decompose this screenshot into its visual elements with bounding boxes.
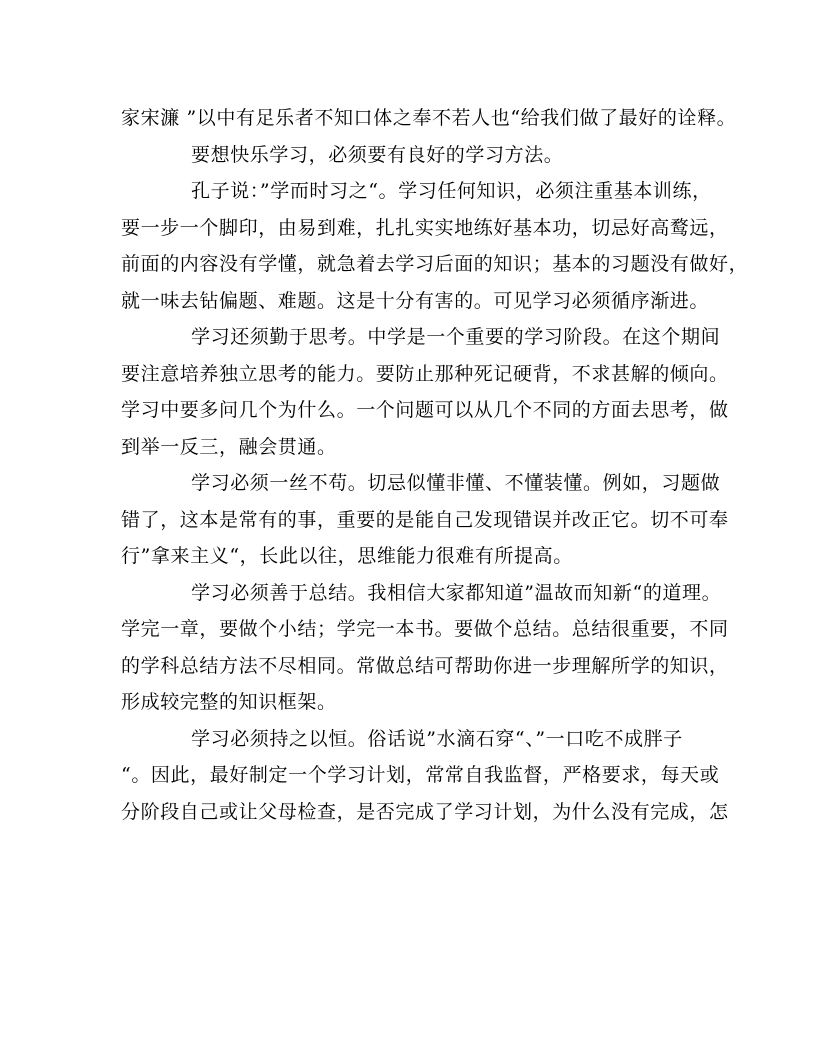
text-line: 学习必须一丝不苟。切忌似懂非懂、不懂装懂。例如，习题做 — [191, 472, 721, 494]
text-line: 形成较完整的知识框架。 — [121, 691, 337, 713]
text-line: 的学科总结方法不尽相同。常做总结可帮助你进一步理解所学的知识， — [121, 654, 729, 677]
paragraph-3 — [121, 173, 749, 319]
text-line: 家宋濂 ”以中有足乐者不知口体之奉不若人也“给我们做了最好的诠释。 — [121, 107, 737, 129]
text-line: 学完一章，要做个小结；学完一本书。要做个总结。总结很重要，不同 — [121, 618, 729, 640]
text-line: 要想快乐学习，必须要有良好的学习方法。 — [191, 143, 564, 166]
text-line: 就一味去钻偏题、难题。这是十分有害的。可见学习必须循序渐进。 — [121, 289, 710, 312]
paragraph-6 — [121, 575, 729, 721]
text-line: “。因此，最好制定一个学习计划，常常自我监督，严格要求，每天或 — [121, 764, 720, 786]
paragraph-1 — [121, 100, 737, 137]
text-line: 要注意培养独立思考的能力。要防止那种死记硬背，不求甚解的倾向。 — [121, 362, 729, 385]
paragraph-4 — [121, 319, 729, 465]
text-line: 学习必须善于总结。我相信大家都知道”温故而知新“的道理。 — [191, 581, 722, 604]
text-line: 分阶段自己或让父母检查，是否完成了学习计划，为什么没有完成，怎 — [121, 800, 729, 823]
text-line: 学习必须持之以恒。俗话说”水滴石穿“、”一口吃不成胖子 — [191, 727, 683, 750]
text-line: 行”拿来主义“，长此以往，思维能力很难有所提高。 — [121, 545, 573, 567]
text-line: 要一步一个脚印，由易到难，扎扎实实地练好基本功，切忌好高鹜远， — [121, 216, 729, 239]
paragraph-7 — [121, 721, 729, 831]
text-line: 错了，这本是常有的事，重要的是能自己发现错误并改正它。切不可奉 — [121, 508, 729, 531]
text-line: 学习还须勤于思考。中学是一个重要的学习阶段。在这个期间 — [191, 326, 721, 348]
document-body — [121, 100, 749, 830]
text-line: 前面的内容没有学懂，就急着去学习后面的知识；基本的习题没有做好， — [121, 253, 749, 275]
text-line: 学习中要多问几个为什么。一个问题可以从几个不同的方面去思考，做 — [121, 399, 729, 421]
paragraph-5 — [121, 465, 729, 575]
text-line: 到举一反三，融会贯通。 — [121, 435, 337, 458]
text-line: 孔子说：”学而时习之“。学习任何知识，必须注重基本训练， — [191, 180, 712, 202]
paragraph-2 — [121, 137, 701, 174]
